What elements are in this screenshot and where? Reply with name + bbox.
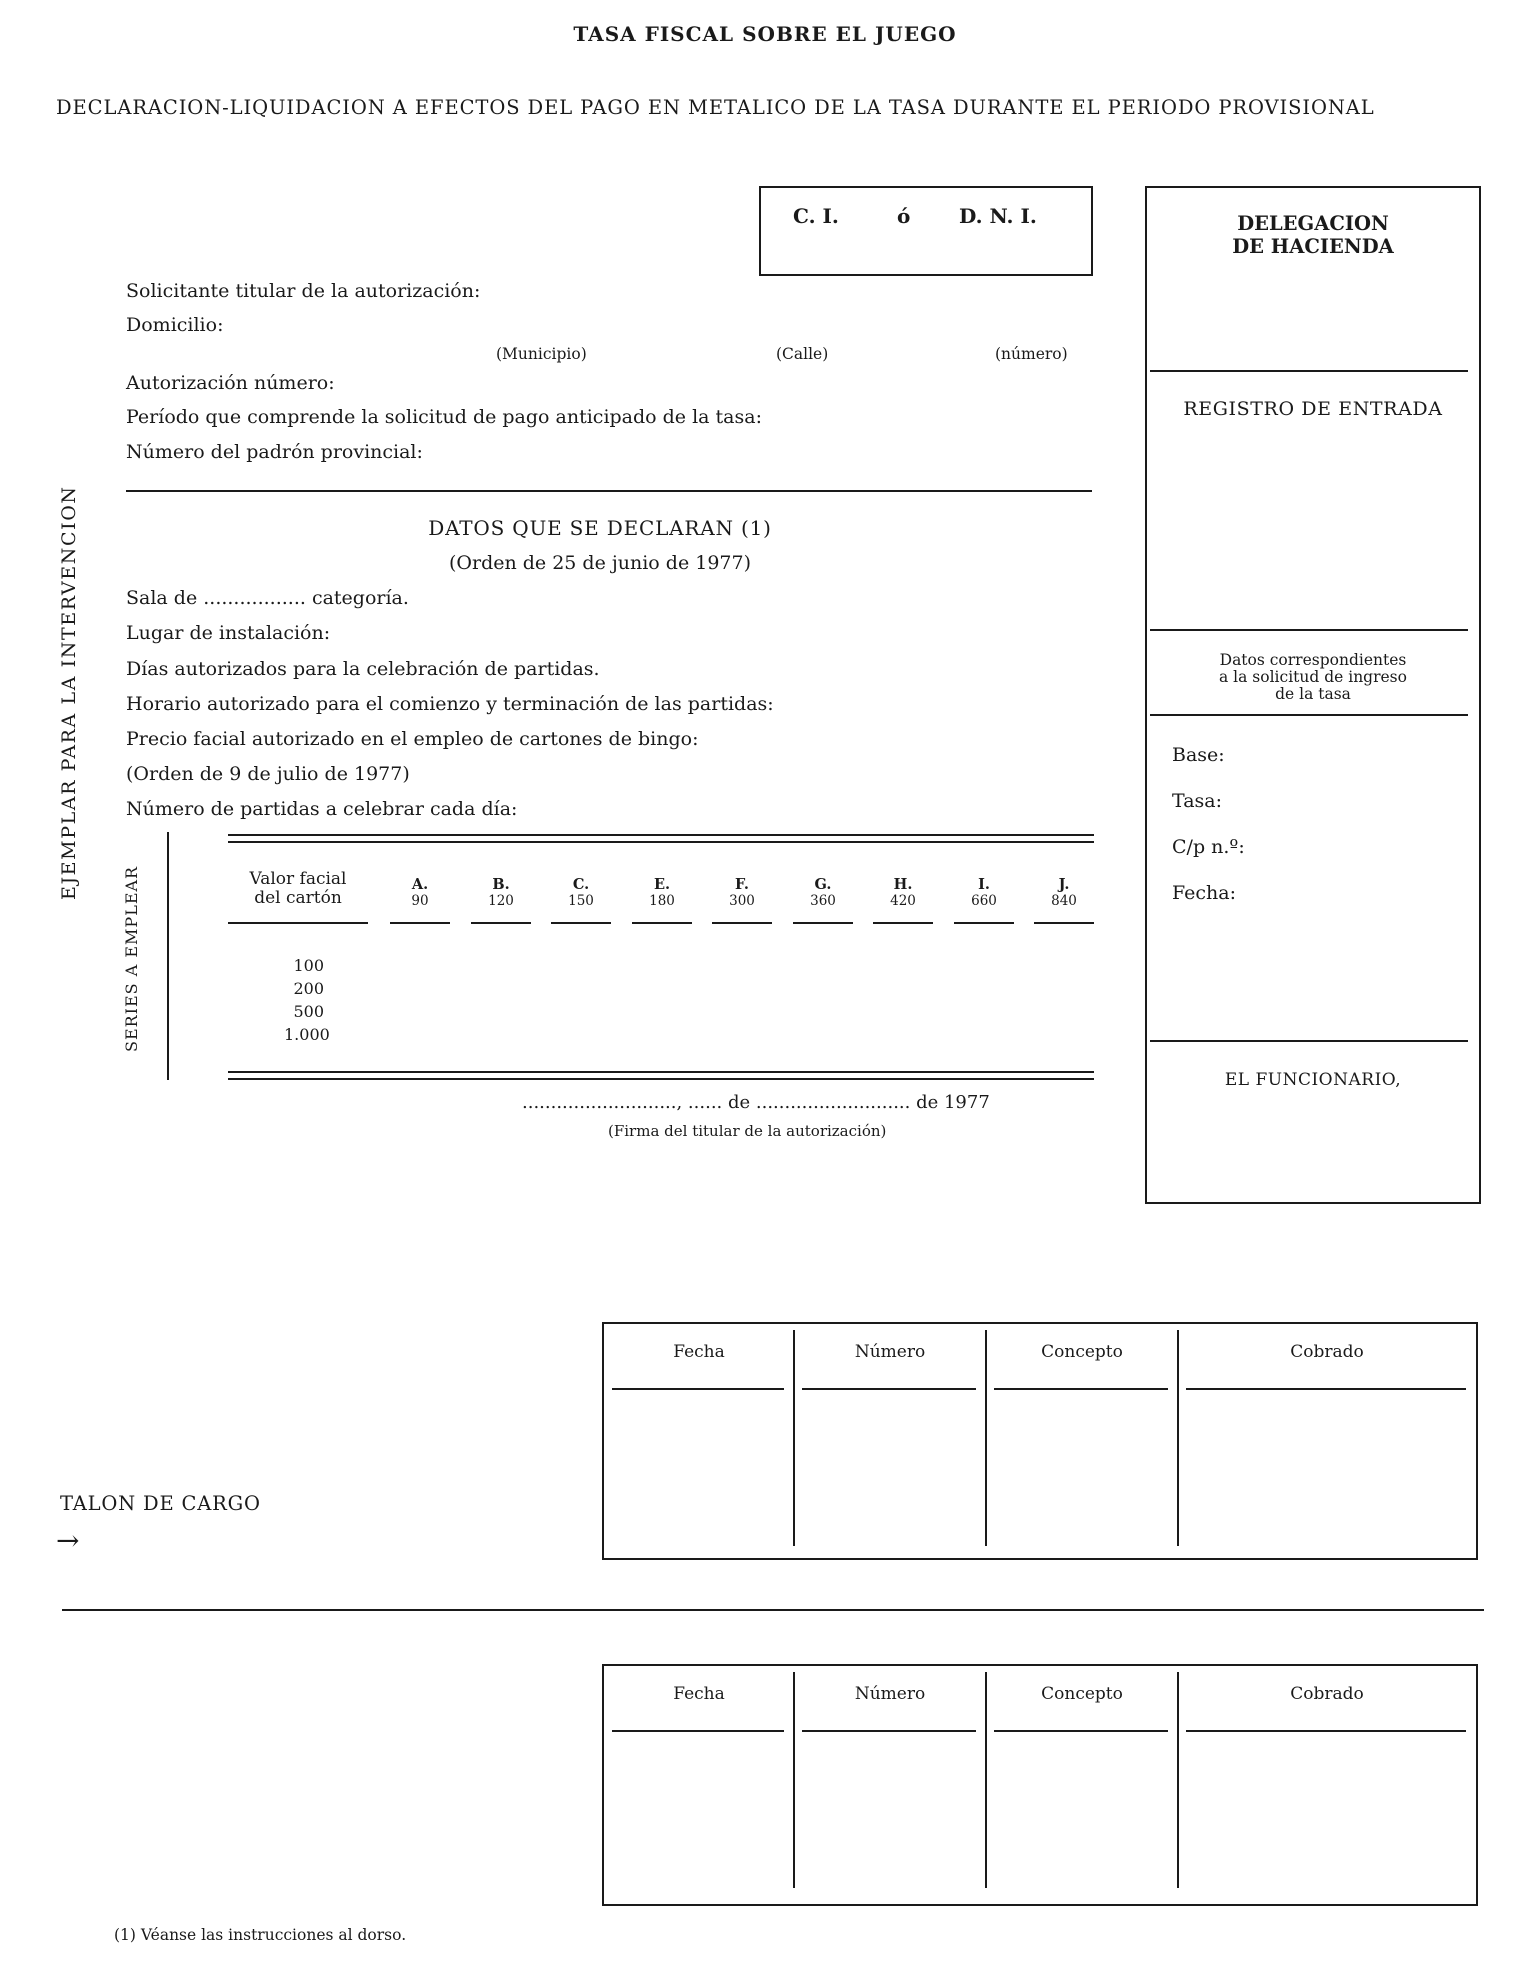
talon-column-header: Cobrado [1290, 1684, 1364, 1704]
padron-field: Número del padrón provincial: [126, 441, 423, 463]
registro-heading: REGISTRO DE ENTRADA [1183, 398, 1443, 420]
series-column-underline [551, 922, 611, 924]
talon-column-separator [985, 1672, 987, 1888]
talon-column-header: Fecha [673, 1684, 725, 1704]
talon-column-rule [1186, 1388, 1466, 1390]
series-top-rule-1 [228, 834, 1094, 836]
series-column-letter: J. [1058, 876, 1070, 893]
side-divider-1 [1150, 370, 1468, 372]
series-column-underline [873, 922, 933, 924]
base-field: Base: [1172, 744, 1225, 766]
valor-facial-underline [228, 922, 368, 924]
talon-column-header: Fecha [673, 1342, 725, 1362]
series-column-underline [471, 922, 531, 924]
talon-column-header: Número [854, 1342, 926, 1362]
numero-hint: (número) [995, 345, 1068, 363]
series-column-value: 660 [971, 893, 997, 909]
series-column-letter: F. [735, 876, 749, 893]
talon-column-rule [1186, 1730, 1466, 1732]
cut-line [62, 1609, 1484, 1611]
domicilio-field: Domicilio: [126, 314, 224, 336]
declared-orden: (Orden de 25 de junio de 1977) [449, 552, 751, 574]
series-bottom-rule-1 [228, 1071, 1094, 1073]
talon-column-rule [994, 1730, 1168, 1732]
tasa-field: Tasa: [1172, 790, 1223, 812]
series-bottom-rule-2 [228, 1078, 1094, 1080]
talon-column-header: Concepto [1041, 1342, 1123, 1362]
talon-column-header: Cobrado [1290, 1342, 1364, 1362]
series-column-value: 420 [890, 893, 916, 909]
series-column-underline [632, 922, 692, 924]
talon-column-rule [994, 1388, 1168, 1390]
side-divider-4 [1150, 1040, 1468, 1042]
page-title: TASA FISCAL SOBRE EL JUEGO [573, 22, 957, 46]
series-column-letter: I. [978, 876, 990, 893]
series-side-label: SERIES A EMPLEAR [122, 865, 141, 1052]
talon-column-separator [793, 1330, 795, 1546]
valor-facial-header: Valor facial del cartón [249, 869, 347, 908]
series-column-letter: E. [653, 876, 671, 893]
precio-field: Precio facial autorizado en el empleo de cartones de bingo: [126, 728, 699, 750]
talon-column-rule [802, 1730, 976, 1732]
series-column-value: 840 [1051, 893, 1077, 909]
series-row-values [284, 954, 330, 1046]
series-column-letter: A. [411, 876, 429, 893]
series-column-header [954, 876, 1014, 910]
declared-heading: DATOS QUE SE DECLARAN (1) [428, 516, 772, 540]
numero-partidas-field: Número de partidas a celebrar cada día: [126, 798, 518, 820]
series-column-underline [390, 922, 450, 924]
arrow-right-icon: → [56, 1524, 80, 1557]
solicitante-field: Solicitante titular de la autorización: [126, 280, 481, 302]
series-column-underline [1034, 922, 1094, 924]
talon-column-separator [1177, 1672, 1179, 1888]
series-column-header [1034, 876, 1094, 910]
talon-column-separator [985, 1330, 987, 1546]
datos-heading: Datos correspondientes a la solicitud de ingreso de la tasa [1219, 651, 1407, 703]
series-top-rule-2 [228, 841, 1094, 843]
series-column-letter: C. [572, 876, 590, 893]
series-column-letter: B. [492, 876, 510, 893]
dias-field: Días autorizados para la celebración de partidas. [126, 658, 600, 680]
talon-column-rule [612, 1388, 784, 1390]
talon-label: TALON DE CARGO [60, 1492, 261, 1515]
lugar-field: Lugar de instalación: [126, 622, 331, 644]
series-row-200: 200 [293, 979, 324, 998]
periodo-field: Período que comprende la solicitud de pago anticipado de la tasa: [126, 406, 762, 428]
vertical-copy-label: EJEMPLAR PARA LA INTERVENCION [58, 485, 80, 900]
series-column-value: 300 [729, 893, 755, 909]
cp-field: C/p n.º: [1172, 836, 1245, 858]
delegacion-heading: DELEGACION DE HACIENDA [1232, 212, 1394, 258]
autorizacion-field: Autorización número: [126, 372, 335, 394]
series-column-value: 360 [810, 893, 836, 909]
series-column-value: 180 [649, 893, 675, 909]
calle-hint: (Calle) [776, 345, 829, 363]
series-column-value: 120 [488, 893, 514, 909]
ci-label: C. I. [793, 204, 839, 228]
series-column-value: 150 [568, 893, 594, 909]
footnote: (1) Véanse las instrucciones al dorso. [114, 1926, 407, 1944]
firma-caption: (Firma del titular de la autorización) [608, 1122, 887, 1140]
series-column-header [390, 876, 450, 910]
series-column-letter: G. [814, 876, 832, 893]
talon-column-rule [802, 1388, 976, 1390]
series-row-1000: 1.000 [284, 1025, 330, 1044]
series-column-header [471, 876, 531, 910]
talon-column-header: Número [854, 1684, 926, 1704]
horario-field: Horario autorizado para el comienzo y terminación de las partidas: [126, 693, 774, 715]
series-column-underline [954, 922, 1014, 924]
dni-label: D. N. I. [959, 204, 1037, 228]
o-label: ó [897, 204, 911, 228]
series-column-underline [712, 922, 772, 924]
series-column-letter: H. [893, 876, 913, 893]
talon-stub-bottom [602, 1664, 1478, 1906]
series-column-header [712, 876, 772, 910]
series-column-underline [793, 922, 853, 924]
fecha-side-field: Fecha: [1172, 882, 1236, 904]
talon-column-header: Concepto [1041, 1684, 1123, 1704]
talon-stub-top [602, 1322, 1478, 1560]
side-divider-3 [1150, 714, 1468, 716]
talon-column-separator [1177, 1330, 1179, 1546]
series-side-rule [167, 832, 169, 1080]
municipio-hint: (Municipio) [496, 345, 587, 363]
date-line: ..........................., ...... de ........................... de 1977 [522, 1092, 990, 1113]
ci-dni-box [759, 186, 1093, 276]
orden2-field: (Orden de 9 de julio de 1977) [126, 763, 410, 785]
series-column-header [793, 876, 853, 910]
series-column-value: 90 [411, 893, 429, 909]
series-column-header [551, 876, 611, 910]
talon-column-rule [612, 1730, 784, 1732]
side-divider-2 [1150, 629, 1468, 631]
series-row-100: 100 [293, 956, 324, 975]
talon-column-separator [793, 1672, 795, 1888]
sala-field: Sala de ................. categoría. [126, 587, 409, 609]
funcionario-label: EL FUNCIONARIO, [1224, 1070, 1402, 1090]
series-row-500: 500 [293, 1002, 324, 1021]
page-subtitle: DECLARACION-LIQUIDACION A EFECTOS DEL PAGO EN METALICO DE LA TASA DURANTE EL PERIODO PROVISIONAL [56, 96, 1375, 119]
series-column-header [632, 876, 692, 910]
section-divider [126, 490, 1092, 492]
series-column-header [873, 876, 933, 910]
